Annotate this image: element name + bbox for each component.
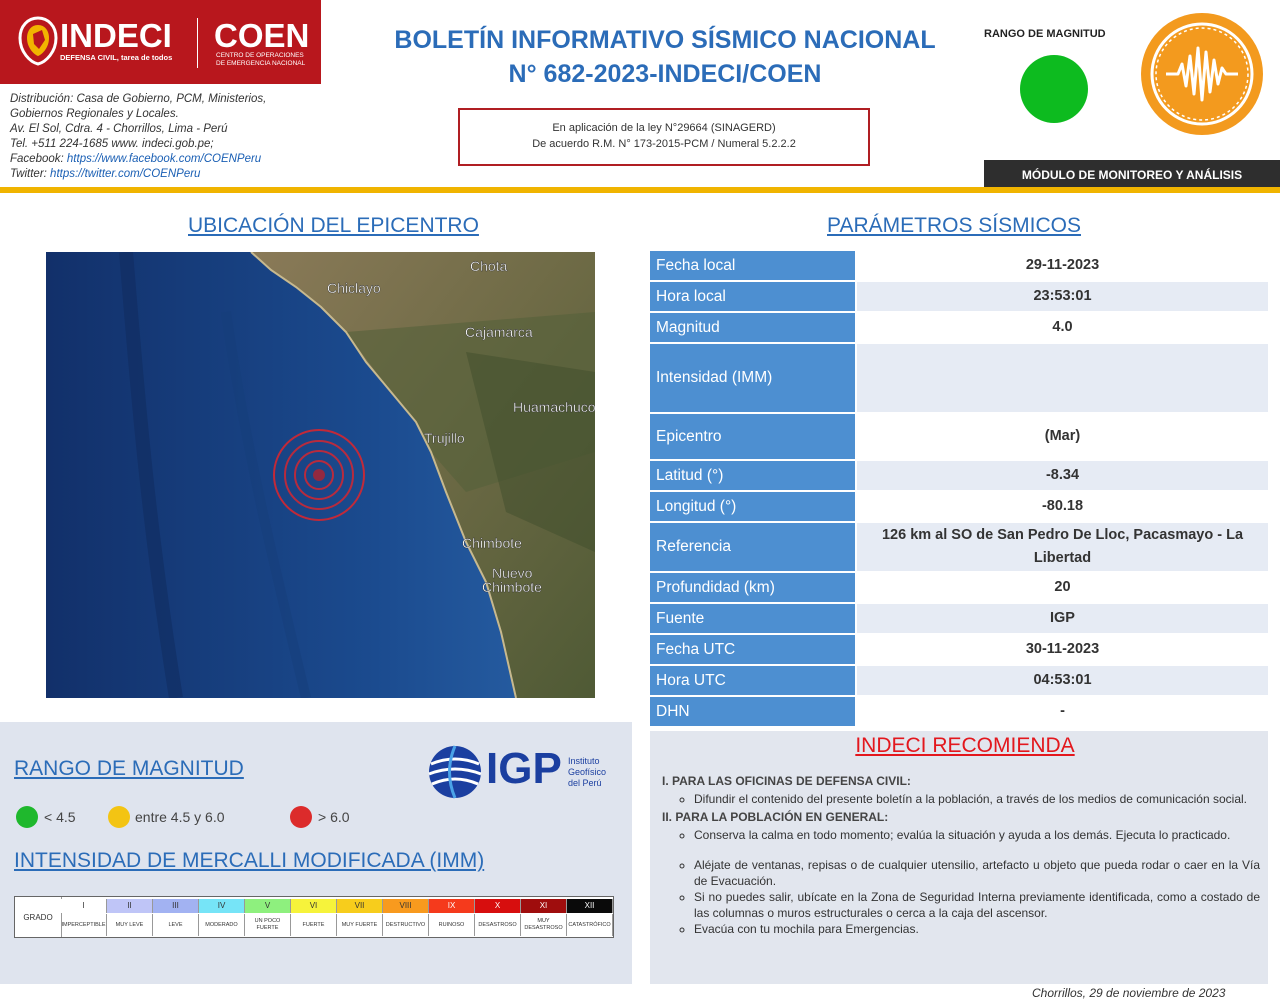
coen-subtitle-2: DE EMERGENCIA NACIONAL — [216, 60, 306, 67]
contact-info — [10, 92, 310, 182]
imm-title: INTENSIDAD DE MERCALLI MODIFICADA (IMM) — [14, 849, 485, 872]
imm-level-roman: V — [245, 899, 291, 913]
imm-level-label: MUY FUERTE — [337, 914, 383, 936]
contact-line: Tel. +511 224-1685 www. indeci.gob.pe; — [10, 138, 214, 150]
imm-level-roman: IX — [429, 899, 475, 913]
parameter-row — [650, 461, 1268, 492]
section-2-items — [662, 827, 1260, 937]
parameter-value: - — [1060, 703, 1065, 719]
module-label: MÓDULO DE MONITOREO Y ANÁLISIS — [984, 160, 1280, 188]
contact-line: Av. El Sol, Cdra. 4 - Chorrillos, Lima - Perú — [10, 123, 228, 135]
imm-level-label: LEVE — [153, 914, 199, 936]
igp-subtitle-3: del Perú — [568, 778, 602, 788]
imm-level-roman: VI — [291, 899, 337, 913]
parameter-value: -8.34 — [857, 461, 1268, 490]
parameter-row — [650, 523, 1268, 573]
parameter-row — [650, 697, 1268, 728]
law-line-1: En aplicación de la ley N°29664 (SINAGERD) — [552, 122, 776, 134]
igp-globe-icon — [426, 744, 484, 800]
parameter-value: 20 — [1054, 579, 1071, 595]
imm-level-label: DESTRUCTIVO — [383, 914, 429, 936]
parameter-label: Longitud (°) — [650, 492, 855, 521]
contact-line: Gobiernos Regionales y Locales. — [10, 108, 179, 120]
law-box — [458, 108, 870, 166]
imm-level-roman: XI — [521, 899, 567, 913]
parameter-label: Intensidad (IMM) — [650, 344, 855, 412]
indeci-wordmark: INDECI — [60, 17, 172, 54]
logo-divider — [197, 18, 198, 68]
epicenter-location-heading: UBICACIÓN DEL EPICENTRO — [188, 214, 479, 237]
map-label-nuevo-chimbote: Chimbote — [482, 579, 542, 595]
parameter-value: 23:53:01 — [857, 282, 1268, 311]
parameter-value: 29-11-2023 — [1025, 257, 1100, 273]
header-divider — [0, 187, 1280, 193]
twitter-label: Twitter: — [10, 168, 51, 180]
imm-level-label: UN POCO FUERTE — [245, 914, 291, 936]
map-label-huamachuco: Huamachuco — [513, 399, 595, 415]
facebook-line — [10, 152, 310, 167]
coen-subtitle-1: CENTRO DE OPERACIONES — [216, 52, 304, 59]
legend-label-mid: entre 4.5 y 6.0 — [135, 809, 225, 825]
map-label-cajamarca: Cajamarca — [465, 324, 533, 340]
facebook-label: Facebook: — [10, 153, 67, 165]
parameter-row — [650, 666, 1268, 697]
magnitude-range-legend-title: RANGO DE MAGNITUD — [14, 757, 244, 780]
recommendation-item: ◦ Evacúa con tu mochila para Emergencias. — [694, 921, 1260, 937]
facebook-link[interactable]: https://www.facebook.com/COENPeru — [66, 153, 262, 165]
parameter-row — [650, 313, 1268, 344]
imm-scale-table — [14, 896, 614, 938]
seismograph-icon — [1140, 12, 1264, 136]
parameter-row — [650, 344, 1268, 414]
indeci-emblem-icon — [18, 16, 58, 66]
parameter-label: Fecha local — [650, 251, 855, 280]
footer-date: Chorrillos, 29 de noviembre de 2023 — [1032, 986, 1226, 1000]
recommendations-list — [662, 773, 1260, 939]
imm-level-roman: VII — [337, 899, 383, 913]
imm-level-roman: X — [475, 899, 521, 913]
imm-level-label: IMPERCEPTIBLE — [61, 914, 107, 936]
magnitude-indicator — [1020, 55, 1088, 123]
magnitude-range-heading: RANGO DE MAGNITUD — [984, 28, 1106, 40]
recommendation-item: ◦ Si no puedes salir, ubícate en la Zona de Seguridad Interna previamente identificada, como a costado de las columnas o muros estructurales o cerca a la caja del ascensor. — [694, 889, 1260, 921]
recommendations-section-1: I. PARA LAS OFICINAS DE DEFENSA CIVIL: — [662, 774, 911, 788]
imm-level-label: MUY LEVE — [107, 914, 153, 936]
twitter-line — [10, 167, 310, 182]
parameter-row — [650, 573, 1268, 604]
imm-level-roman: IV — [199, 899, 245, 913]
coen-wordmark: COEN — [214, 17, 310, 54]
parameter-row — [650, 604, 1268, 635]
imm-level-roman: VIII — [383, 899, 429, 913]
legend-label-high: > 6.0 — [318, 809, 350, 825]
bulletin-title: BOLETÍN INFORMATIVO SÍSMICO NACIONAL — [394, 26, 936, 54]
parameter-value: -80.18 — [1041, 498, 1084, 514]
parameter-label: DHN — [650, 697, 855, 726]
parameter-label: Magnitud — [650, 313, 855, 342]
legend-label-low: < 4.5 — [44, 809, 76, 825]
parameter-value: 4.0 — [1052, 319, 1073, 335]
igp-subtitle-1: Instituto — [568, 756, 600, 766]
imm-level-roman: II — [107, 899, 153, 913]
imm-level-label: MUY DESASTROSO — [521, 914, 567, 936]
parameter-label: Fecha UTC — [650, 635, 855, 664]
indeci-tagline: DEFENSA CIVIL, tarea de todos — [60, 53, 173, 62]
parameter-value: 04:53:01 — [857, 666, 1268, 695]
igp-subtitle-2: Geofísico — [568, 767, 607, 777]
parameter-label: Hora local — [650, 282, 855, 311]
recommendation-item: ◦ Difundir el contenido del presente boletín a la población, a través de los medios de comunicación social. — [694, 791, 1260, 807]
parameter-label: Fuente — [650, 604, 855, 633]
recommendations-section-2: II. PARA LA POBLACIÓN EN GENERAL: — [662, 810, 889, 824]
twitter-link[interactable]: https://twitter.com/COENPeru — [50, 168, 201, 180]
parameter-label: Latitud (°) — [650, 461, 855, 490]
imm-level-label: DESASTROSO — [475, 914, 521, 936]
imm-level-label: CATASTRÓFICO — [567, 914, 613, 936]
parameter-value: IGP — [857, 604, 1268, 633]
imm-level-label: FUERTE — [291, 914, 337, 936]
parameter-value: 30-11-2023 — [1025, 641, 1100, 657]
imm-level-roman: III — [153, 899, 199, 913]
recommendation-item: ◦ Conserva la calma en todo momento; evalúa la situación y ayuda a los demás. Ejecuta lo practicado. — [694, 827, 1260, 843]
bulletin-number: N° 682-2023-INDECI/COEN — [508, 60, 822, 88]
contact-line: Distribución: Casa de Gobierno, PCM, Ministerios, — [10, 93, 267, 105]
imm-level-label: RUINOSO — [429, 914, 475, 936]
parameter-label: Epicentro — [650, 414, 855, 459]
map-label-trujillo: Trujillo — [424, 430, 465, 446]
parameter-row — [650, 251, 1268, 282]
legend-dot-yellow — [108, 806, 130, 828]
section-1-items — [662, 791, 1260, 807]
parameter-row — [650, 414, 1268, 461]
parameter-row — [650, 492, 1268, 523]
map-label-chimbote: Chimbote — [462, 535, 522, 551]
imm-grado-label: GRADO — [15, 897, 62, 937]
seismic-parameters-heading: PARÁMETROS SÍSMICOS — [827, 214, 1081, 237]
imm-level-roman: XII — [567, 899, 613, 913]
epicenter-map[interactable] — [46, 252, 595, 698]
legend-dot-green — [16, 806, 38, 828]
parameter-value — [857, 344, 1268, 412]
recommendations-title: INDECI RECOMIENDA — [855, 734, 1075, 757]
law-line-2: De acuerdo R.M. N° 173-2015-PCM / Numeral 5.2.2.2 — [532, 138, 796, 150]
parameter-label: Referencia — [650, 523, 855, 571]
parameter-label: Hora UTC — [650, 666, 855, 695]
legend-dot-red — [290, 806, 312, 828]
map-label-chota: Chota — [470, 258, 508, 274]
parameter-label: Profundidad (km) — [650, 573, 855, 602]
parameter-value: (Mar) — [1044, 428, 1081, 444]
parameter-value: 126 km al SO de San Pedro De Lloc, Pacasmayo - La Libertad — [857, 523, 1268, 571]
imm-level-roman: I — [61, 899, 107, 913]
imm-level-label: MODERADO — [199, 914, 245, 936]
parameter-row — [650, 635, 1268, 666]
igp-wordmark: IGP — [486, 744, 562, 793]
parameter-row — [650, 282, 1268, 313]
map-label-chiclayo: Chiclayo — [327, 280, 381, 296]
map-label-nuevo: Nuevo — [492, 565, 533, 581]
recommendation-item: ◦ Aléjate de ventanas, repisas o de cualquier utensilio, artefacto u objeto que pueda rodar o caer en la Vía de Evacuación. — [694, 857, 1260, 889]
